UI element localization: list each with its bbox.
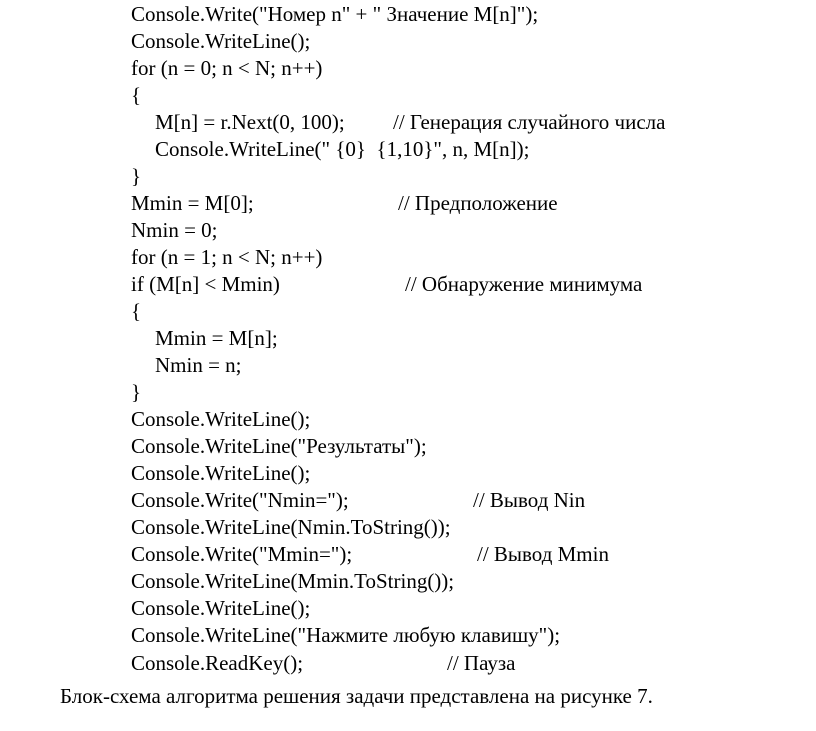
code-text: Console.WriteLine();	[131, 29, 311, 53]
code-text: Mmin = M[n];	[155, 326, 278, 350]
code-text: }	[131, 380, 142, 404]
code-comment: // Предположение	[398, 191, 558, 215]
code-comment: // Обнаружение минимума	[405, 272, 643, 296]
code-text: Console.Write("Номер n" + " Значение M[n]");	[131, 2, 539, 26]
code-line	[0, 1, 539, 28]
code-text: Console.ReadKey();	[131, 651, 304, 675]
code-line	[0, 244, 323, 271]
code-line	[0, 487, 586, 514]
code-line	[0, 352, 242, 379]
code-line	[0, 568, 455, 595]
code-text: if (M[n] < Mmin)	[131, 272, 280, 296]
code-line	[0, 595, 311, 622]
code-line	[0, 217, 218, 244]
code-text: Console.Write("Nmin=");	[131, 488, 349, 512]
code-text: Console.WriteLine(Nmin.ToString());	[131, 515, 451, 539]
code-line	[0, 622, 561, 649]
code-line	[0, 109, 666, 136]
code-line	[0, 379, 142, 406]
code-text: for (n = 0; n < N; n++)	[131, 56, 323, 80]
code-comment: // Пауза	[447, 651, 516, 675]
code-text: Mmin = M[0];	[131, 191, 254, 215]
code-text: Console.WriteLine();	[131, 461, 311, 485]
figure-reference-caption: Блок-схема алгоритма решения задачи представлена на рисунке 7.	[60, 684, 653, 708]
code-line	[0, 190, 558, 217]
code-text: Console.WriteLine(" {0} {1,10}", n, M[n]);	[155, 137, 530, 161]
code-line	[0, 136, 530, 163]
code-line	[0, 28, 311, 55]
code-text: Nmin = 0;	[131, 218, 218, 242]
code-text: Console.WriteLine();	[131, 407, 311, 431]
code-line	[0, 55, 323, 82]
code-text: {	[131, 83, 142, 107]
code-line	[0, 460, 311, 487]
code-comment: // Вывод Mmin	[477, 542, 609, 566]
code-text: Console.Write("Mmin=");	[131, 542, 353, 566]
code-text: Console.WriteLine("Нажмите любую клавишу");	[131, 623, 561, 647]
code-line	[0, 541, 609, 568]
code-line	[0, 433, 427, 460]
code-text: Nmin = n;	[155, 353, 242, 377]
code-text: }	[131, 164, 142, 188]
code-text: Console.WriteLine(Mmin.ToString());	[131, 569, 455, 593]
code-text: {	[131, 299, 142, 323]
code-line	[0, 163, 142, 190]
code-line	[0, 650, 516, 677]
code-comment: // Вывод Nin	[473, 488, 586, 512]
code-text: Console.WriteLine("Результаты");	[131, 434, 427, 458]
code-line	[0, 406, 311, 433]
code-line	[0, 271, 643, 298]
code-line	[0, 298, 142, 325]
code-comment: // Генерация случайного числа	[393, 110, 666, 134]
code-text: M[n] = r.Next(0, 100);	[155, 110, 345, 134]
code-line	[0, 82, 142, 109]
code-line	[0, 514, 451, 541]
code-text: Console.WriteLine();	[131, 596, 311, 620]
code-text: for (n = 1; n < N; n++)	[131, 245, 323, 269]
code-line	[0, 325, 278, 352]
